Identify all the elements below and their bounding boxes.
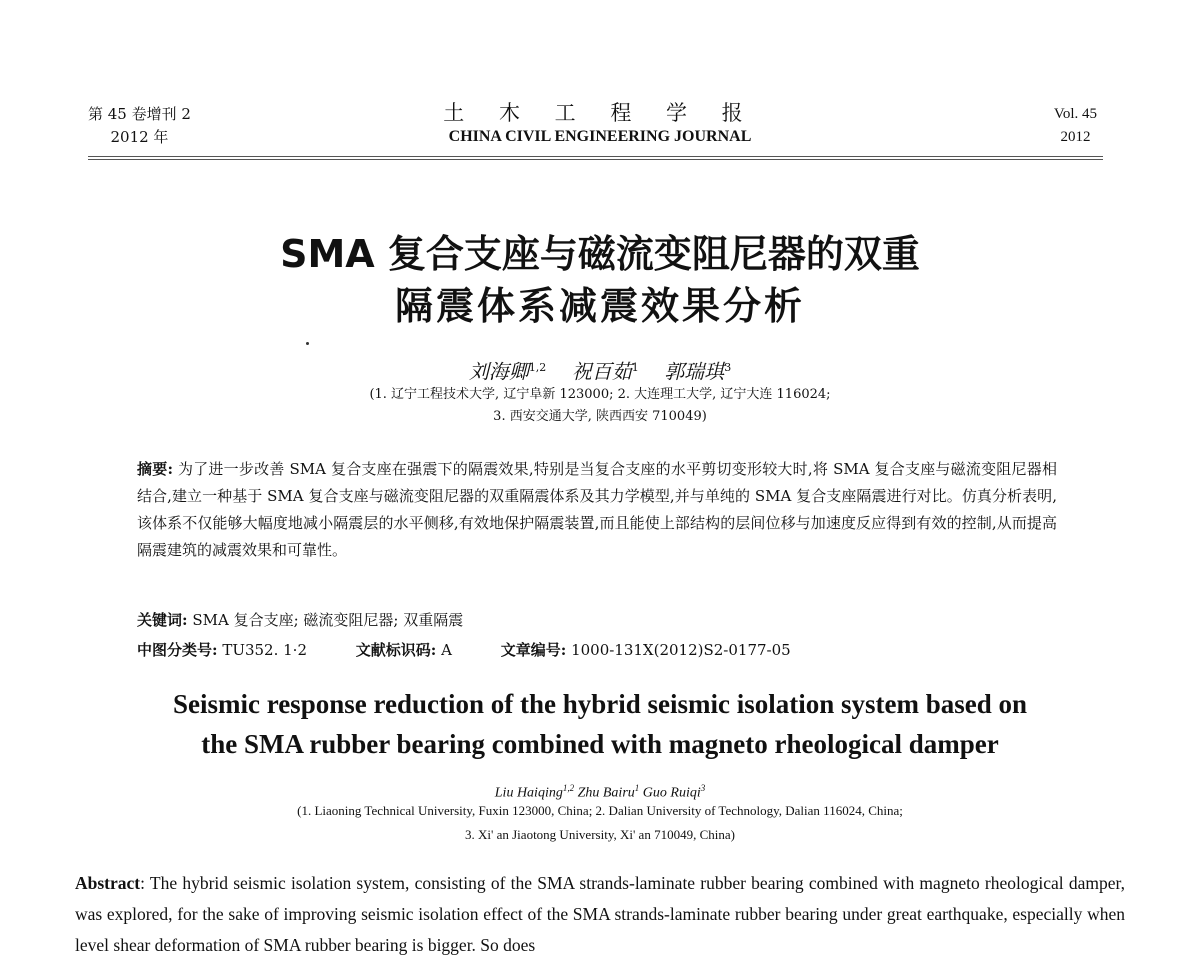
article-number-value: 1000-131X(2012)S2-0177-05 [571, 641, 791, 659]
journal-name [400, 100, 800, 148]
affiliations-cn-line1: (1. 辽宁工程技术大学, 辽宁阜新 123000; 2. 大连理工大学, 辽宁大连 116024; [369, 387, 831, 402]
author-en-1-affil: 1,2 [562, 783, 575, 793]
title-en-line1: Seismic response reduction of the hybrid seismic isolation system based on [172, 689, 1028, 719]
keywords-cn-label: 关键词: [137, 611, 188, 629]
doc-code-value: A [441, 641, 452, 659]
abstract-cn-text: 为了进一步改善 SMA 复合支座在强震下的隔震效果,特别是当复合支座的水平剪切变形较大时,将 SMA 复合支座与磁流变阻尼器相结合,建立一种基于 SMA 复合支座与磁流变阻尼器的双重隔震体系及其力学模型,并与单纯的 SMA 复合支座隔震进行对比。仿真分析表明,该体系不仅能够大幅度地减小隔震层的水平侧移,有效地保护隔震装置,而且能使上部结构的层间位移与加速度反应得到有效的控制,从而提高隔震建筑的减震效果和可靠性。 [137, 460, 1057, 559]
scan-speck [306, 342, 309, 345]
author-cn-3-affil: 3 [724, 361, 732, 374]
author-cn-3: 郭瑞琪 [664, 359, 725, 384]
abstract-en-label: Abstract [75, 873, 141, 893]
year-cn: 2012 年 [110, 128, 169, 146]
author-cn-2-affil: 1 [631, 361, 639, 374]
year-en: 2012 [1060, 129, 1091, 145]
volume-issue-cn: 第 45 卷增刊 2 [88, 105, 191, 123]
header-rule-bottom [88, 159, 1103, 160]
title-cn-line2: 隔震体系减震效果分析 [394, 284, 805, 328]
author-en-1: Liu Haiqing [494, 785, 563, 801]
title-cn-line1: SMA 复合支座与磁流变阻尼器的双重 [280, 232, 920, 276]
affiliations-en-line1: (1. Liaoning Technical University, Fuxin 123000, China; 2. Dalian University of Technology, Dalian 116024, China; [297, 803, 903, 818]
header-rule-top [88, 156, 1103, 157]
affiliations-cn-line2: 3. 西安交通大学, 陕西西安 710049) [493, 409, 707, 424]
paper-title-en [100, 684, 1100, 764]
journal-name-en: CHINA CIVIL ENGINEERING JOURNAL [448, 128, 752, 145]
affiliations-en-line2: 3. Xi' an Jiaotong University, Xi' an 710049, China) [465, 827, 735, 842]
author-en-3-affil: 3 [700, 783, 706, 793]
title-en-line2: the SMA rubber bearing combined with magneto rheological damper [201, 729, 999, 759]
volume-en: Vol. 45 [1053, 106, 1097, 122]
author-cn-1-affil: 1,2 [528, 361, 547, 374]
author-en-2: Zhu Bairu [577, 785, 635, 801]
authors-cn [100, 355, 1100, 385]
abstract-en [75, 868, 1125, 961]
keywords-cn [137, 608, 463, 632]
journal-issue-info [88, 103, 191, 149]
article-number-label: 文章编号: [500, 641, 567, 659]
author-cn-1: 刘海卿 [468, 359, 529, 384]
abstract-cn [137, 456, 1057, 564]
keywords-cn-text: SMA 复合支座; 磁流变阻尼器; 双重隔震 [192, 611, 464, 629]
journal-volume-info [1054, 103, 1097, 149]
clc-value: TU352. 1·2 [222, 641, 307, 659]
doc-code-label: 文献标识码: [355, 641, 437, 659]
classification-info [137, 638, 835, 662]
journal-name-cn: 土 木 工 程 学 报 [443, 101, 757, 125]
paper-title-cn [100, 228, 1100, 332]
abstract-en-text: : The hybrid seismic isolation system, consisting of the SMA strands-laminate rubber bearing combined with magneto rheological damper, was explored, for the sake of improving seismic isolation effect of the SMA strands-laminate rubber bearing under great earthquake, especially when level shear deformation of SMA rubber bearing is bigger. So does [75, 873, 1125, 955]
author-en-2-affil: 1 [634, 783, 640, 793]
author-cn-2: 祝百茹 [571, 359, 632, 384]
abstract-cn-label: 摘要: [137, 460, 173, 478]
clc-label: 中图分类号: [137, 641, 218, 659]
author-en-3: Guo Ruiqi [642, 785, 701, 801]
